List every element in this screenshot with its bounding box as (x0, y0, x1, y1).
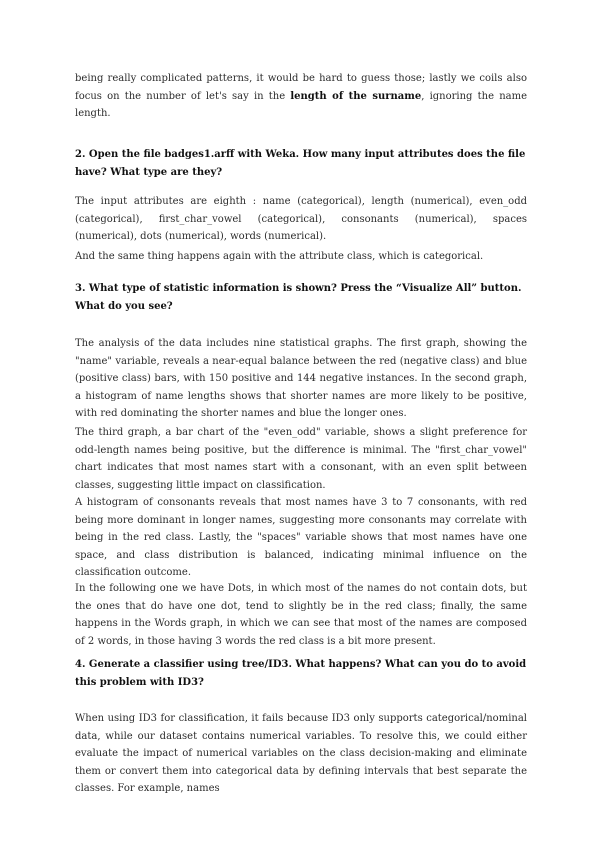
question-3-paragraph-3: A histogram of consonants reveals that most names have 3 to 7 consonants, with red being more dominant in longer names, suggesting more consonants may correlate with being in the red class. Lastly, the "spaces" variable shows that most names have one space, and class distribution is balanced, indicating minimal influence on the classification outcome. (75, 497, 527, 578)
question-2-answer: The input attributes are eighth : name (categorical), length (numerical), even_odd (categorical), first_char_vowel (categorical), consonants (numerical), spaces (numerical), dots (numerical), words (numerical). (75, 196, 527, 242)
question-3-paragraph-2: The third graph, a bar chart of the "even_odd" variable, shows a slight preference for odd-length names being positive, but the difference is minimal. The "first_char_vowel" chart indicates that most names start with a consonant, with an even split between classes, suggesting little impact on classification. (75, 427, 527, 491)
question-4-heading: 4. Generate a classifier using tree/ID3. What happens? What can you do to avoid this problem with ID3? (75, 659, 527, 688)
intro-text-start: being really complicated patterns, it would be hard to guess those; lastly we coils also focus on the number of let's say in the (75, 73, 527, 102)
intro-text-end: , ignoring the name length. (75, 90, 527, 119)
intro-paragraph (75, 70, 527, 123)
question-3-paragraph-1: The analysis of the data includes nine statistical graphs. The first graph, showing the "name" variable, reveals a near-equal balance between the red (negative class) and blue (positive class) bars, with 150 positive and 144 negative instances. In the second graph, a histogram of name lengths shows that shorter names are more likely to be positive, with red dominating the shorter names and blue the longer ones. (75, 338, 527, 419)
question-3-paragraph-4: In the following one we have Dots, in which most of the names do not contain dots, but the ones that do have one dot, tend to slightly be in the red class; finally, the same happens in the Words graph, in which we can see that most of the names are composed of 2 words, in those having 3 words the red class is a bit more present. (75, 583, 527, 647)
question-3-heading: 3. What type of statistic information is shown? Press the “Visualize All” button. What do you see? (75, 283, 522, 312)
question-4-paragraph-1: When using ID3 for classification, it fails because ID3 only supports categorical/nominal data, while our dataset contains numerical variables. To resolve this, we could either evaluate the impact of numerical variables on the class decision-making and eliminate them or convert them into categorical data by defining intervals that best separate the classes. For example, names (75, 713, 527, 794)
question-2-class-note: And the same thing happens again with the attribute class, which is categorical. (75, 251, 484, 262)
question-2-heading: 2. Open the file badges1.arff with Weka. How many input attributes does the file have? What type are they? (75, 149, 526, 178)
intro-bold-phrase: length of the surname (290, 90, 422, 102)
